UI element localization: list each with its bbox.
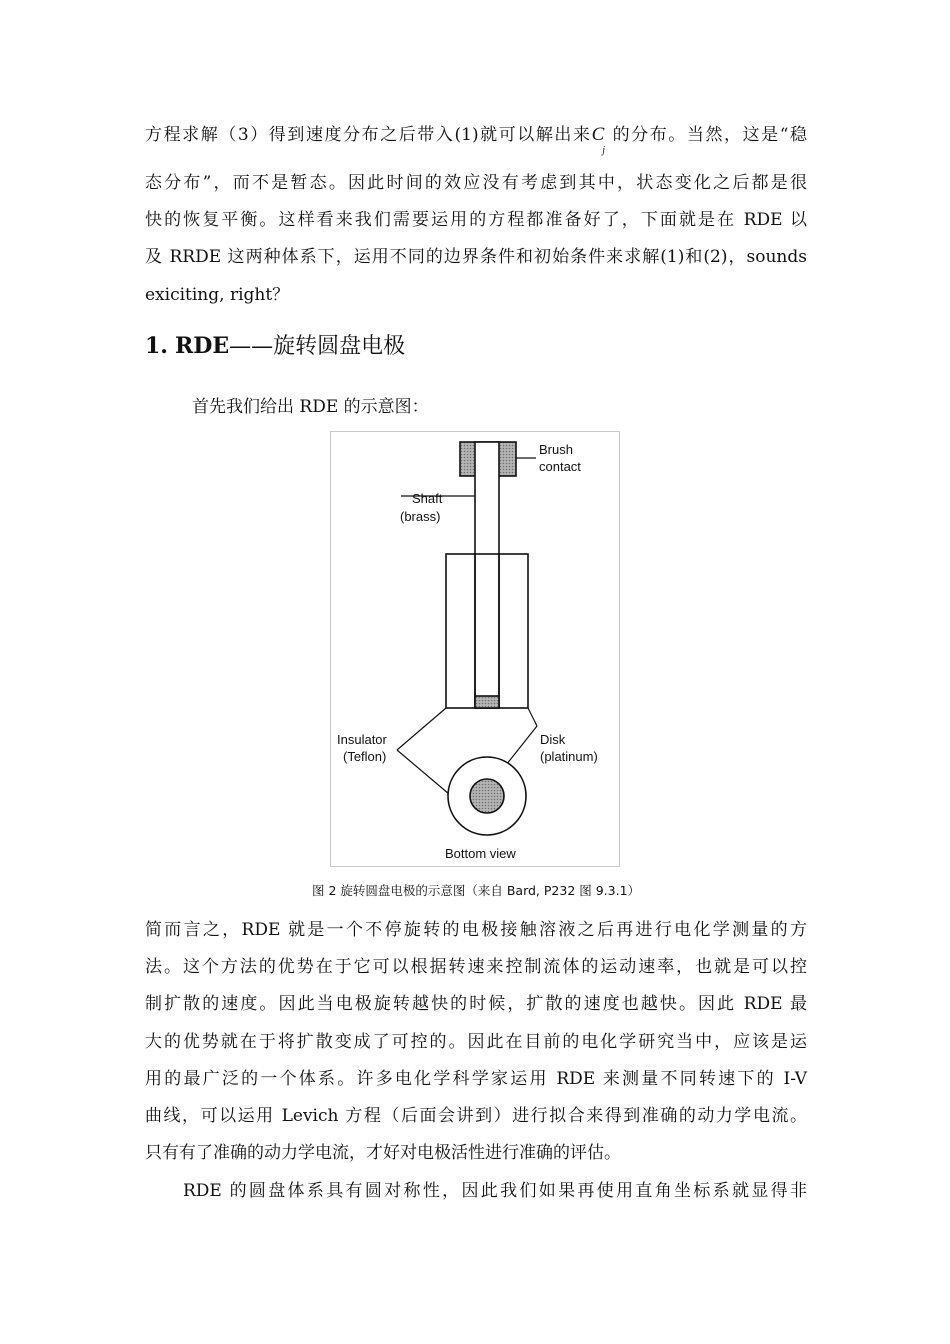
body-line-2: 法。这个方法的优势在于它可以根据转速来控制流体的运动速率，也就是可以控: [145, 957, 807, 977]
insulator-pointer-upper: [397, 708, 446, 750]
section-number: 1.: [145, 333, 168, 359]
label-contact: contact: [539, 459, 581, 474]
bottom-view-disk: [470, 779, 504, 813]
intro-text-after-var: 的分布。当然，这是“稳: [611, 125, 807, 145]
label-platinum: (platinum): [540, 749, 598, 764]
body-line-7: 只有有了准确的动力学电流，才好对电极活性进行准确的评估。: [145, 1143, 621, 1163]
intro-line-4: 及 RRDE 这两种体系下，运用不同的边界条件和初始条件来求解(1)和(2)，sounds: [145, 247, 807, 267]
body-line-4: 大的优势就在于将扩散变成了可控的。因此在目前的电化学研究当中，应该是运: [145, 1032, 807, 1052]
body-line-8: RDE 的圆盘体系具有圆对称性，因此我们如果再使用直角坐标系就显得非: [183, 1181, 807, 1201]
shaft-rod: [475, 442, 499, 708]
label-brush: Brush: [539, 442, 573, 457]
body-line-1: 简而言之，RDE 就是一个不停旋转的电极接触溶液之后再进行电化学测量的方: [145, 920, 807, 940]
label-brass: (brass): [400, 509, 441, 524]
rde-diagram: [331, 432, 621, 868]
body-line-5: 用的最广泛的一个体系。许多电化学科学家运用 RDE 来测量不同转速下的 I-V: [145, 1069, 807, 1089]
disk-electrode-side: [475, 696, 499, 708]
section-title: ——旋转圆盘电极: [229, 334, 406, 359]
body-line-3: 制扩散的速度。因此当电极旋转越快的时候，扩散的速度也越快。因此 RDE 最: [145, 994, 807, 1014]
label-shaft: Shaft: [412, 491, 443, 506]
insulator-pointer-lower: [397, 750, 449, 794]
label-insulator: Insulator: [337, 732, 387, 747]
intro-line-2: 态分布”，而不是暂态。因此时间的效应没有考虑到其中，状态变化之后都是很: [145, 173, 807, 193]
body-line-6: 曲线，可以运用 Levich 方程（后面会讲到）进行拟合来得到准确的动力学电流。: [145, 1106, 807, 1126]
intro-line-1: [145, 124, 807, 156]
section-abbr: RDE: [174, 333, 230, 359]
figure-intro-line: 首先我们给出 RDE 的示意图：: [192, 397, 429, 417]
disk-pointer-upper: [528, 708, 537, 726]
section-heading: [145, 331, 405, 362]
rde-figure: [330, 431, 620, 867]
label-bottom-view: Bottom view: [445, 846, 516, 861]
figure-caption: 图 2 旋转圆盘电极的示意图（来自 Bard, P232 图 9.3.1）: [311, 883, 641, 898]
variable-c: C: [591, 124, 605, 145]
label-teflon: (Teflon): [343, 749, 387, 764]
intro-line-3: 快的恢复平衡。这样看来我们需要运用的方程都准备好了，下面就是在 RDE 以: [145, 210, 807, 230]
intro-line-5: exiciting, right？: [145, 285, 290, 305]
intro-text-before-var: 方程求解（3）得到速度分布之后带入(1)就可以解出来: [145, 125, 592, 145]
variable-subscript-j: j: [602, 145, 606, 156]
label-disk: Disk: [540, 732, 566, 747]
